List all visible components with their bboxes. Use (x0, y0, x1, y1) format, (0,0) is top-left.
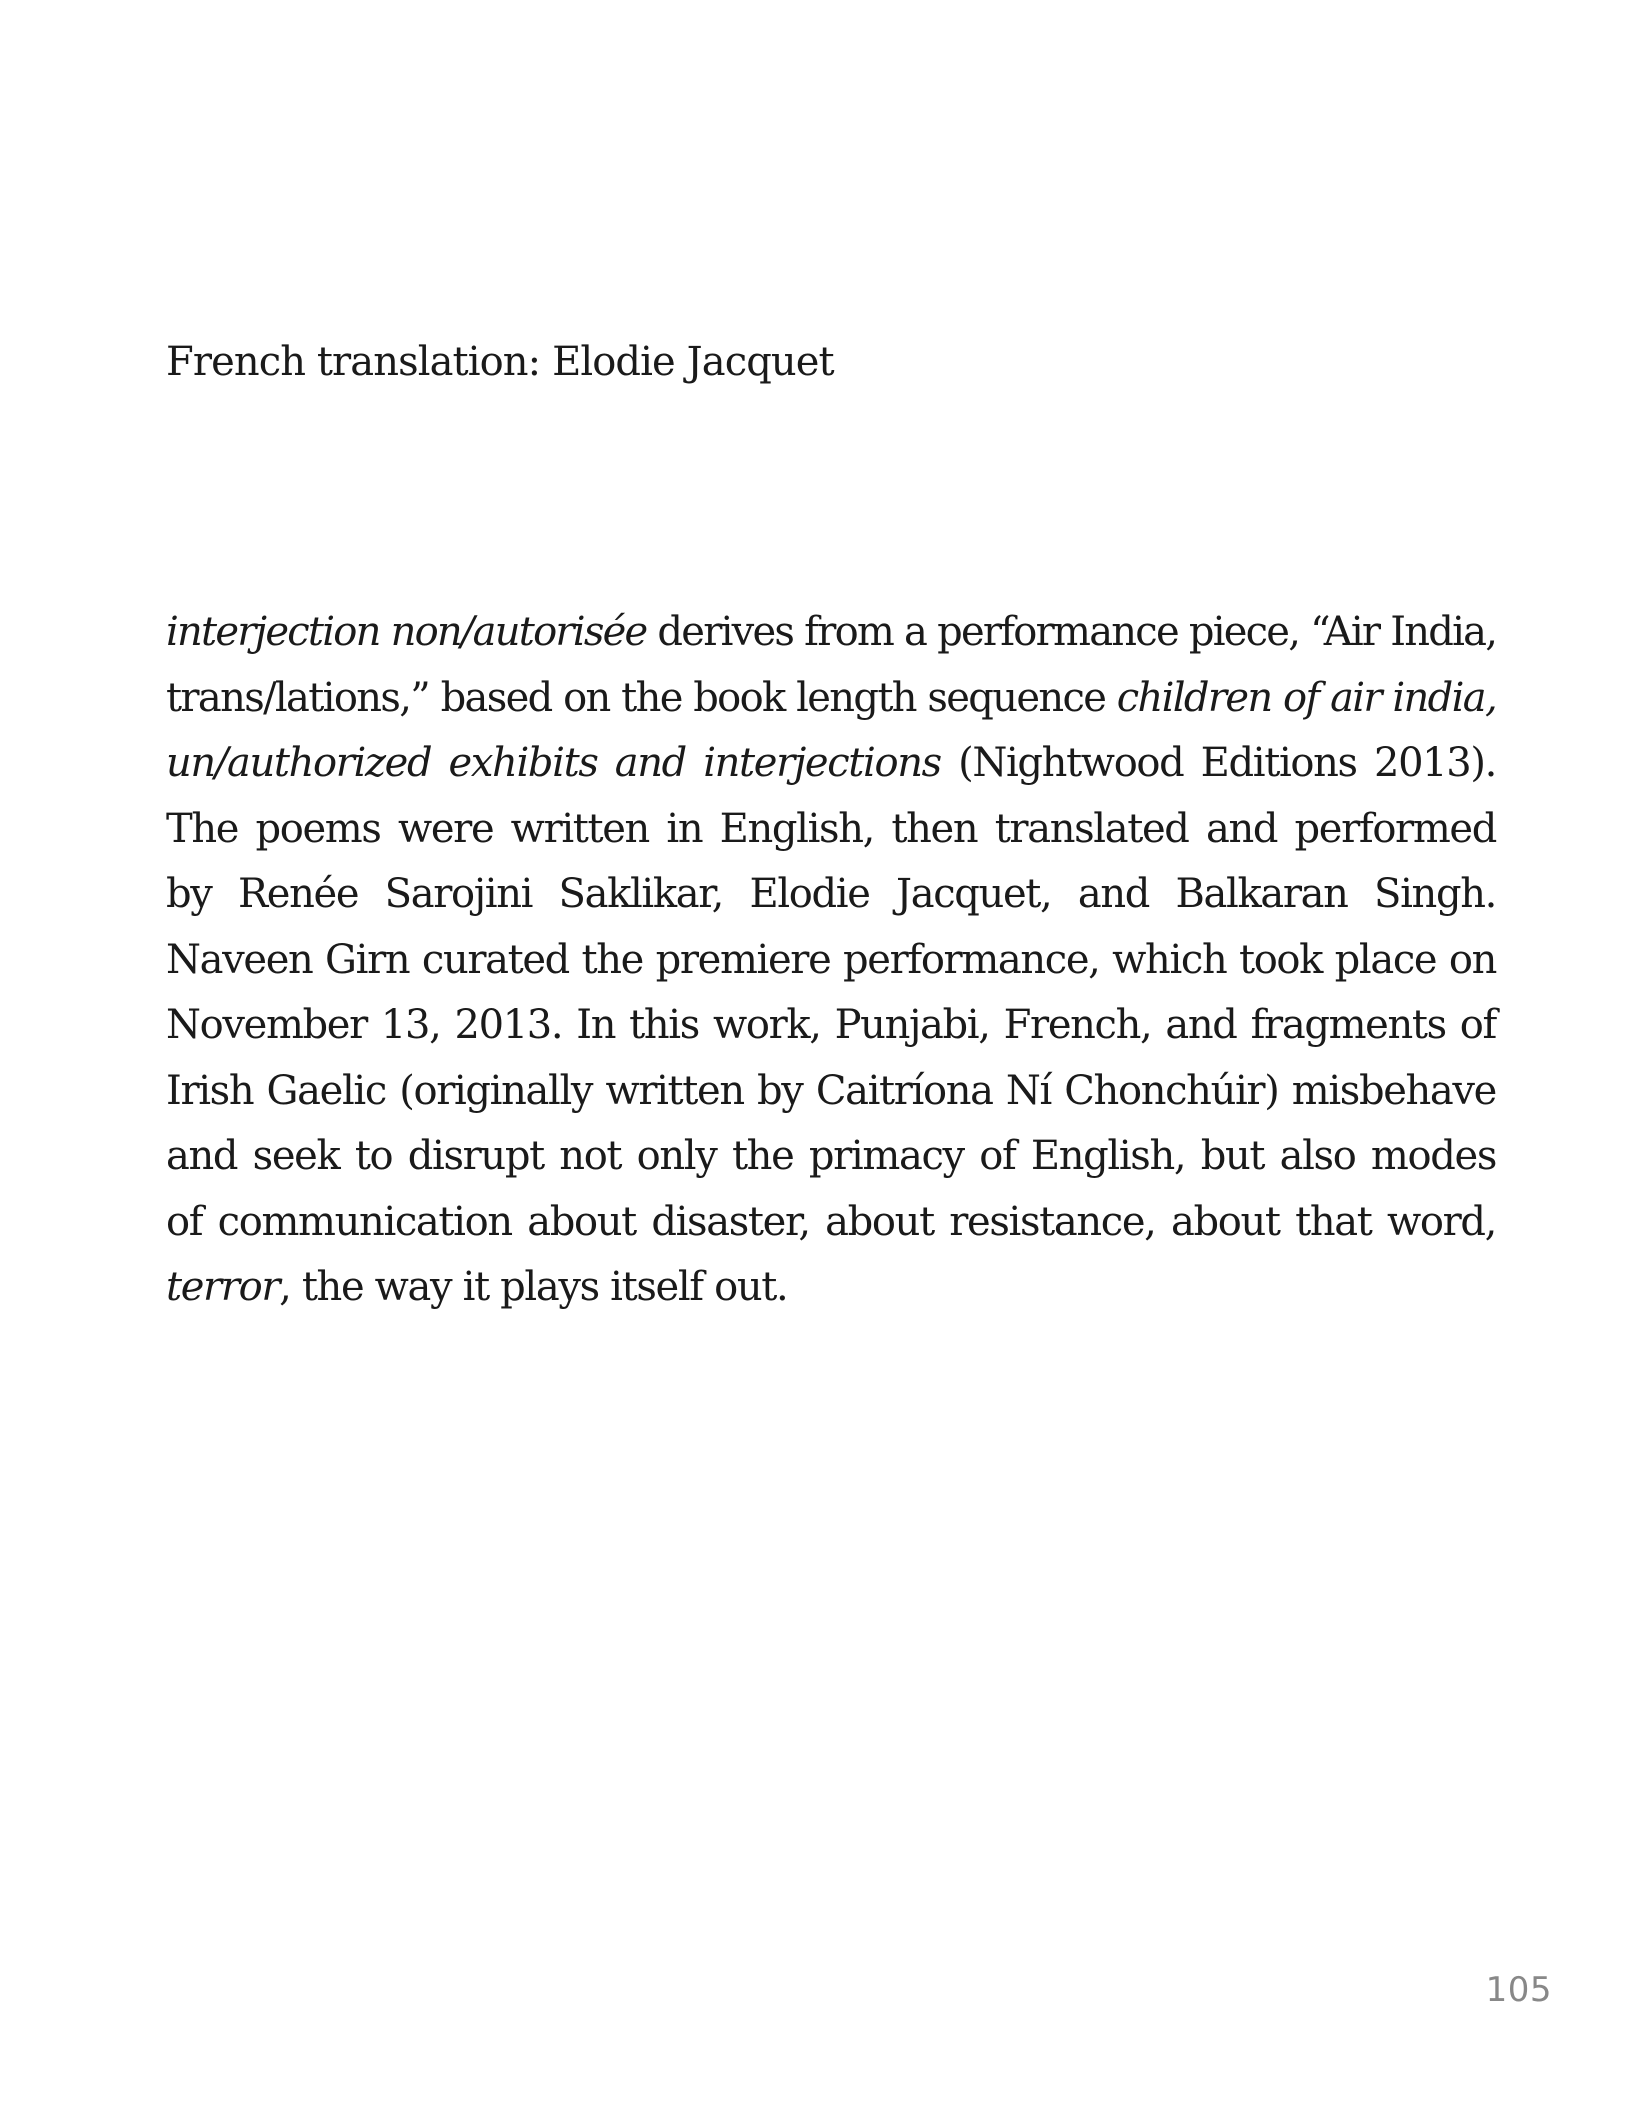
body-paragraph (166, 600, 1496, 1321)
paragraph-line: interjection non/autorisée derives from a performance piece, “Air India, (166, 609, 1497, 655)
paragraph-line: November 13, 2013. In this work, Punjabi, French, and fragments of (166, 1002, 1496, 1048)
paragraph-line: trans/lations,” based on the book length sequence children of air india, (166, 674, 1497, 721)
paragraph-line: terror, the way it plays itself out. (166, 1264, 788, 1310)
paragraph-line: un/authorized exhibits and interjections (Nightwood Editions 2013). (166, 740, 1497, 786)
paragraph-line: by Renée Sarojini Saklikar, Elodie Jacquet, and Balkaran Singh. (166, 871, 1496, 917)
paragraph-line: Irish Gaelic (originally written by Caitríona Ní Chonchúir) misbehave (166, 1067, 1496, 1114)
paragraph-line: and seek to disrupt not only the primacy of English, but also modes (166, 1133, 1496, 1179)
translation-credit: French translation: Elodie Jacquet (166, 339, 834, 385)
paragraph-line: The poems were written in English, then translated and performed (166, 805, 1496, 852)
page-number: 105 (1485, 1970, 1552, 2010)
paragraph-line: Naveen Girn curated the premiere performance, which took place on (166, 936, 1496, 983)
paragraph-line: of communication about disaster, about resistance, about that word, (166, 1198, 1496, 1245)
